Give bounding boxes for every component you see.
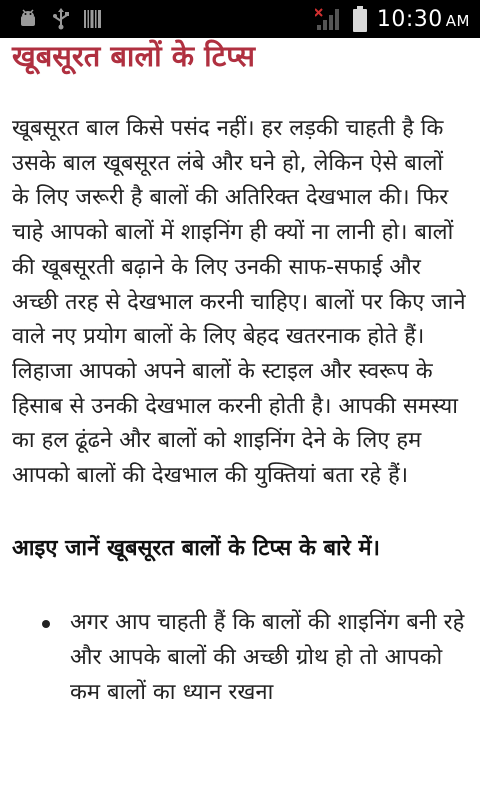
no-signal-icon [315, 7, 343, 31]
article-content[interactable] [0, 38, 480, 800]
page-title: खूबसूरत बालों के टिप्स [12, 39, 255, 73]
clock-ampm: AM [445, 11, 470, 30]
barcode-icon [84, 9, 102, 29]
section-heading: आइए जानें खूबसूरत बालों के टिप्स के बारे में। [12, 535, 380, 561]
status-bar [0, 0, 480, 38]
usb-icon [52, 8, 70, 30]
tip-text: अगर आप चाहती हैं कि बालों की शाइनिंग बनी रहे और आपके बालों की अच्छी ग्रोथ हो तो आपको कम बालों का ध्यान रखना [70, 610, 465, 705]
bullet-icon [42, 620, 50, 628]
status-clock [377, 7, 470, 32]
list-item [12, 606, 466, 710]
status-bar-system [315, 6, 480, 32]
intro-paragraph: खूबसूरत बाल किसे पसंद नहीं। हर लड़की चाहती है कि उसके बाल खूबसूरत लंबे और घने हो, लेकिन ऐसे बालों के लिए जरूरी है बालों की अतिरिक्त देखभाल की। फिर चाहे आपको बालों में शाइनिंग ही क्यों ना लानी हो। बालों की खूबसूरती बढ़ाने के लिए उनकी साफ-सफाई और अच्छी तरह से देखभाल करनी चाहिए। बालों पर किए जाने वाले नए प्रयोग बालों के लिए बेहद खतरनाक होते हैं। लिहाजा आपको अपने बालों के स्टाइल और स्वरूप के हिसाब से उनकी देखभाल करनी होती है। आपकी समस्या का हल ढूंढने और बालों को शाइनिंग देने के लिए हम आपको बालों की देखभाल की युक्तियां बता रहे हैं। [12, 116, 466, 489]
android-debug-icon [18, 9, 38, 29]
battery-icon [353, 6, 367, 32]
tips-list [12, 606, 466, 710]
clock-time: 10:30 [376, 6, 443, 32]
status-bar-notifications [0, 8, 102, 30]
